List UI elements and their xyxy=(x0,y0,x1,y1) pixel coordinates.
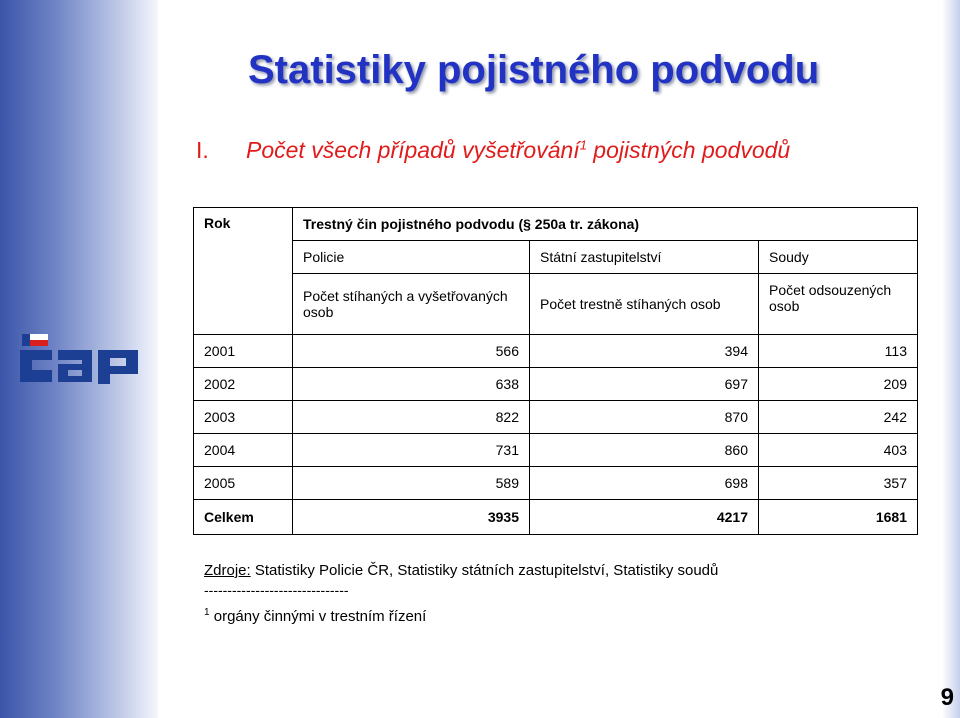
row-year: 2001 xyxy=(194,335,293,368)
cell-statni-zastupitelstvi: 860 xyxy=(530,434,759,467)
table-row xyxy=(194,401,918,434)
cell-soudy: 113 xyxy=(759,335,918,368)
cell-soudy: 403 xyxy=(759,434,918,467)
row-year: 2003 xyxy=(194,401,293,434)
table-row xyxy=(194,434,918,467)
cell-statni-zastupitelstvi: 394 xyxy=(530,335,759,368)
cell-statni-zastupitelstvi: 698 xyxy=(530,467,759,500)
section-number: I. xyxy=(196,137,209,163)
footnote-text: orgány činnými v trestním řízení xyxy=(209,608,427,625)
cell-soudy: 357 xyxy=(759,467,918,500)
cell-statni-zastupitelstvi: 697 xyxy=(530,368,759,401)
right-gradient-band xyxy=(942,0,960,718)
page-title: Statistiky pojistného podvodu xyxy=(248,48,820,92)
footnote xyxy=(204,607,426,625)
section-subtitle xyxy=(196,137,790,164)
cell-policie: 566 xyxy=(293,335,530,368)
subheader-policie: Počet stíhaných a vyšetřovaných osob xyxy=(293,274,530,335)
subtitle-text: Počet všech případů vyšetřování xyxy=(246,137,580,163)
cap-logo-icon xyxy=(12,330,148,386)
table-row xyxy=(194,467,918,500)
sources-line xyxy=(204,562,718,579)
header-group-statni-zastupitelstvi: Státní zastupitelství xyxy=(530,241,759,274)
subheader-statni-zastupitelstvi: Počet trestně stíhaných osob xyxy=(530,274,759,335)
total-label: Celkem xyxy=(194,500,293,535)
separator-line: ------------------------------- xyxy=(204,582,349,598)
header-group-soudy: Soudy xyxy=(759,241,918,274)
row-year: 2005 xyxy=(194,467,293,500)
cell-policie: 731 xyxy=(293,434,530,467)
table-row xyxy=(194,335,918,368)
cell-soudy: 209 xyxy=(759,368,918,401)
sources-text: Statistiky Policie ČR, Statistiky státních zastupitelství, Statistiky soudů xyxy=(250,562,719,579)
cell-statni-zastupitelstvi: 870 xyxy=(530,401,759,434)
subheader-soudy: Počet odsouzených osob xyxy=(759,274,918,335)
row-year: 2002 xyxy=(194,368,293,401)
sources-label: Zdroje: xyxy=(204,562,251,579)
table-total-row xyxy=(194,500,918,535)
cell-soudy: 242 xyxy=(759,401,918,434)
cell-policie: 638 xyxy=(293,368,530,401)
row-year: 2004 xyxy=(194,434,293,467)
total-policie: 3935 xyxy=(293,500,530,535)
cell-policie: 589 xyxy=(293,467,530,500)
total-soudy: 1681 xyxy=(759,500,918,535)
header-group-policie: Policie xyxy=(293,241,530,274)
header-main: Trestný čin pojistného podvodu (§ 250a tr. zákona) xyxy=(293,208,918,241)
total-statni-zastupitelstvi: 4217 xyxy=(530,500,759,535)
header-rok: Rok xyxy=(194,208,293,335)
footnote-mark: 1 xyxy=(204,607,210,618)
subtitle-footnote-mark: 1 xyxy=(579,137,587,153)
cell-policie: 822 xyxy=(293,401,530,434)
table-row xyxy=(194,368,918,401)
subtitle-text-2: pojistných podvodů xyxy=(586,137,791,163)
statistics-table xyxy=(193,207,918,535)
page-number: 9 xyxy=(940,684,954,711)
